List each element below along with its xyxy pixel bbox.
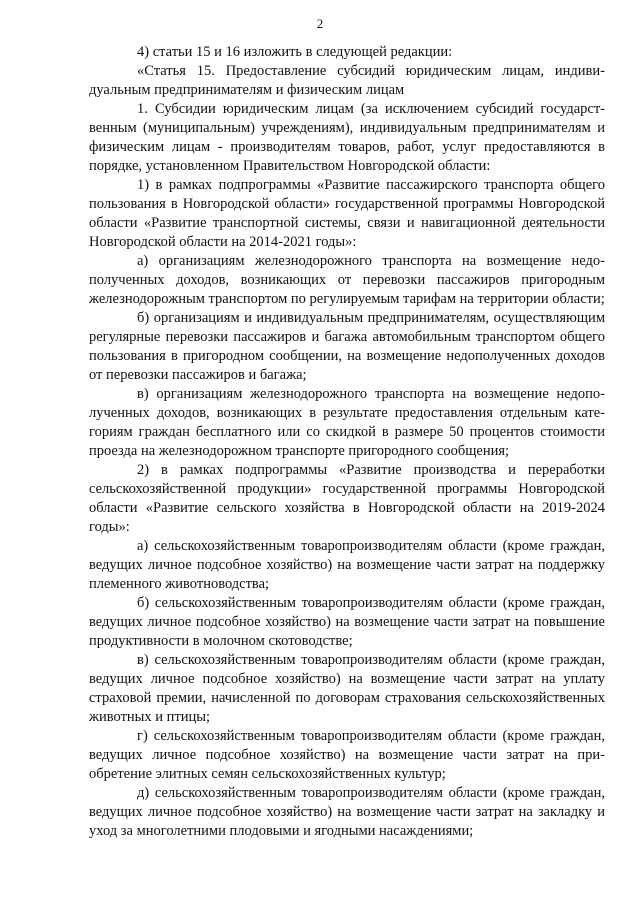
paragraph: а) организациям железнодорожного транспорта на возмещение недополученных доходов, возникающих от перевозки пассажиров пригородным железнодорожным транспортом по регулируемым тарифам на территории области;: [89, 253, 605, 307]
document-body: [89, 43, 605, 841]
paragraph: в) сельскохозяйственным товаропроизводителям области (кроме граждан, ведущих личное подсобное хозяйство) на возмещение части затрат на уплату страховой премии, начисленной по договорам страхования сельскохозяйственных животных и птицы;: [89, 652, 605, 725]
paragraph: д) сельскохозяйственным товаропроизводителям области (кроме граждан, ведущих личное подсобное хозяйство) на возмещение части затрат на закладку и уход за многолетними плодовыми и ягодными насаждениями;: [89, 785, 605, 839]
paragraph: 1) в рамках подпрограммы «Развитие пассажирского транспорта общего пользования в Новгородской области» государственной программы Новгородской области «Развитие транспортной системы, связи и навигационной деятельности Новгородской области на 2014-2021 годы»:: [89, 177, 605, 250]
paragraph: 1. Субсидии юридическим лицам (за исключением субсидий государственным (муниципальным) учреждениям), индивидуальным предпринимателям и физическим лицам - производителям товаров, работ, услуг предоставляются в порядке, установленном Правительством Новгородской области:: [89, 101, 605, 174]
paragraph: б) сельскохозяйственным товаропроизводителям области (кроме граждан, ведущих личное подсобное хозяйство) на возмещение части затрат на повышение продуктивности в молочном скотоводстве;: [89, 595, 605, 649]
page-number: 2: [316, 16, 324, 31]
paragraph: а) сельскохозяйственным товаропроизводителям области (кроме граждан, ведущих личное подсобное хозяйство) на возмещение части затрат на поддержку племенного животноводства;: [89, 538, 605, 592]
paragraph: г) сельскохозяйственным товаропроизводителям области (кроме граждан, ведущих личное подсобное хозяйство) на возмещение части затрат на приобретение элитных семян сельскохозяйственных культур;: [89, 728, 605, 782]
paragraph: б) организациям и индивидуальным предпринимателям, осуществляющим регулярные перевозки пассажиров и багажа автомобильным транспортом общего пользования в пригородном сообщении, на возмещение недополученных доходов от перевозки пассажиров и багажа;: [89, 310, 605, 383]
paragraph: 2) в рамках подпрограммы «Развитие производства и переработки сельскохозяйственной продукции» государственной программы Новгородской области «Развитие сельского хозяйства в Новгородской области на 2019-2024 годы»:: [89, 462, 605, 535]
paragraph: «Статья 15. Предоставление субсидий юридическим лицам, индивидуальным предпринимателям и физическим лицам: [89, 63, 605, 98]
paragraph: 4) статьи 15 и 16 изложить в следующей редакции:: [137, 44, 453, 60]
paragraph: в) организациям железнодорожного транспорта на возмещение недополученных доходов, возникающих в результате предоставления отдельным категориям граждан бесплатного или со скидкой в размере 50 процентов стоимости проезда на железнодорожном транспорте пригородного сообщения;: [89, 386, 605, 459]
